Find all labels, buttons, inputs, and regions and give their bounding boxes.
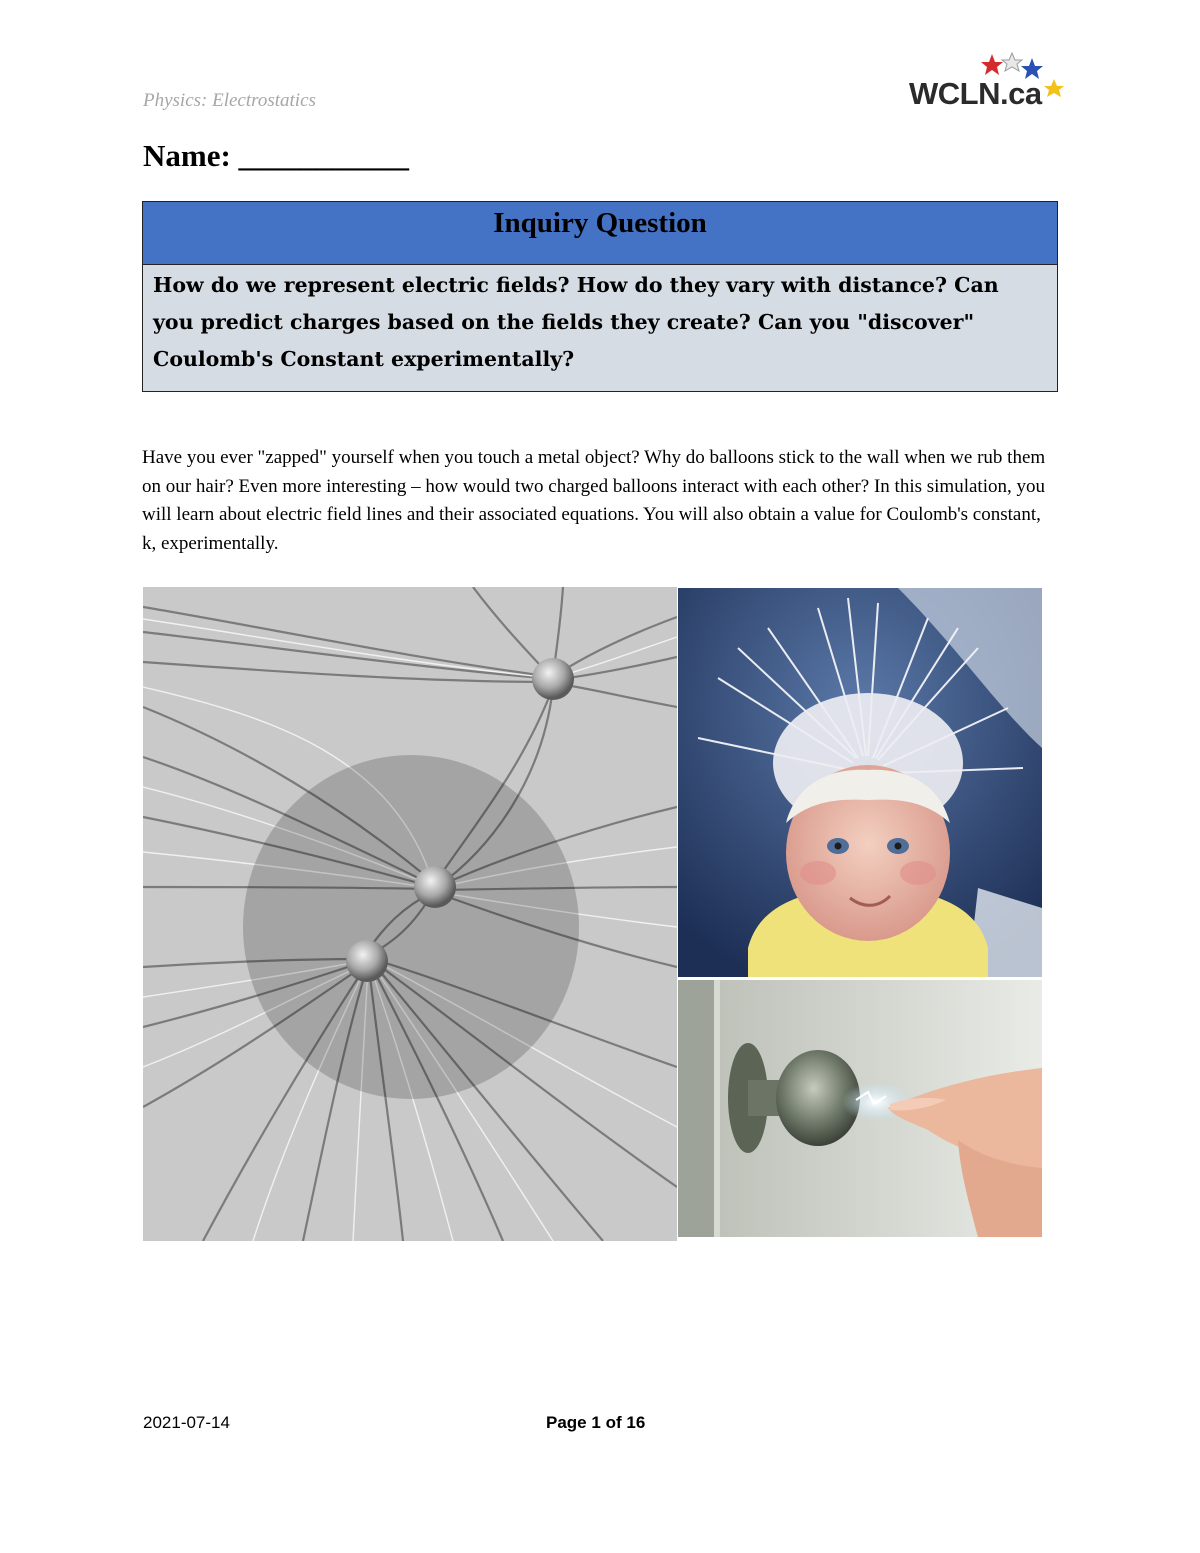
- logo-text: WCLN.ca: [909, 76, 1042, 111]
- electric-field-lines-image: [143, 587, 677, 1241]
- inquiry-question-text: How do we represent electric fields? How do they vary with distance? Can you predict charges based on the fields they create? Can you "discover" Coulomb's Constant experimentally?: [153, 273, 999, 371]
- name-field-label: Name: ___________: [143, 138, 410, 173]
- inquiry-heading: Inquiry Question: [143, 202, 1057, 265]
- footer-date: 2021-07-14: [143, 1413, 230, 1432]
- doorknob-spark-photo: [678, 980, 1042, 1237]
- static-hair-child-photo: [678, 588, 1042, 977]
- intro-paragraph: Have you ever "zapped" yourself when you touch a metal object? Why do balloons stick to the wall when we rub them on our hair? Even more interesting – how would two charged balloons interact with each other? In this simulation, you will learn about electric field lines and their associated equations. You will also obtain a value for Coulomb's constant, k, experimentally.: [142, 447, 1046, 554]
- page-word: Page: [546, 1413, 587, 1432]
- inquiry-question-box: [142, 201, 1058, 392]
- page-number: 1: [591, 1413, 601, 1432]
- wcln-logo: [905, 48, 1065, 118]
- footer-page-number: [546, 1413, 645, 1433]
- total-pages: 16: [626, 1413, 646, 1432]
- document-subject: Physics: Electrostatics: [143, 90, 316, 111]
- of-word: of: [605, 1413, 622, 1432]
